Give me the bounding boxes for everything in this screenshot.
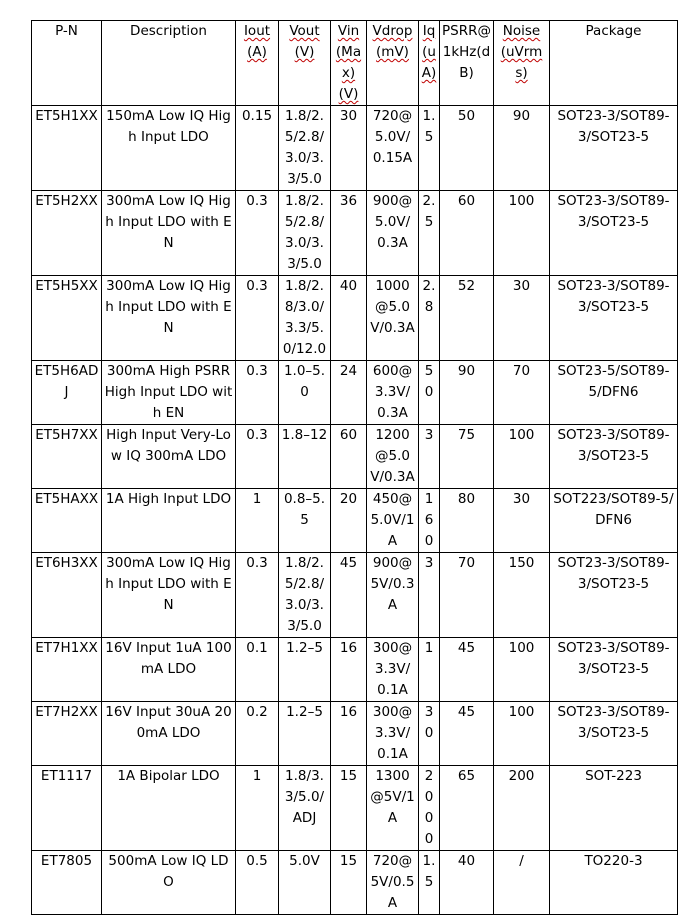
cell-vout: 1.2–5 [279, 638, 331, 702]
cell-vdrop: 450@5.0V/1A [367, 489, 419, 553]
cell-noise: 70 [494, 361, 550, 425]
cell-iout: 0.3 [236, 425, 279, 489]
cell-pn: ET5HAXX [32, 489, 102, 553]
cell-vin: 40 [331, 276, 367, 361]
cell-desc: High Input Very-Low IQ 300mA LDO [102, 425, 236, 489]
cell-iout: 1 [236, 489, 279, 553]
cell-vdrop: 720@5.0V/0.15A [367, 106, 419, 191]
cell-vin: 16 [331, 638, 367, 702]
cell-iout: 0.3 [236, 553, 279, 638]
cell-vout: 5.0V [279, 851, 331, 915]
table-row [32, 276, 678, 361]
cell-pn: ET7H2XX [32, 702, 102, 766]
cell-iout: 0.3 [236, 191, 279, 276]
cell-pn: ET5H2XX [32, 191, 102, 276]
cell-noise: 100 [494, 191, 550, 276]
cell-psrr: 45 [440, 638, 494, 702]
cell-iq: 2.5 [419, 191, 440, 276]
cell-vout: 1.8/2.5/2.8/3.0/3.3/5.0 [279, 191, 331, 276]
cell-iout: 0.1 [236, 638, 279, 702]
cell-noise: 150 [494, 553, 550, 638]
header-vdrop: Vdrop(mV) [367, 21, 419, 106]
cell-pkg: SOT23-3/SOT89-3/SOT23-5 [550, 191, 678, 276]
cell-vin: 60 [331, 425, 367, 489]
cell-vin: 15 [331, 851, 367, 915]
cell-vin: 15 [331, 766, 367, 851]
cell-psrr: 70 [440, 553, 494, 638]
cell-vout: 1.8/2.8/3.0/3.3/5.0/12.0 [279, 276, 331, 361]
cell-iq: 1.5 [419, 106, 440, 191]
cell-psrr: 90 [440, 361, 494, 425]
cell-vout: 0.8–5.5 [279, 489, 331, 553]
cell-vdrop: 1000@5.0V/0.3A [367, 276, 419, 361]
cell-pkg: TO220-3 [550, 851, 678, 915]
cell-vout: 1.2–5 [279, 702, 331, 766]
table-row [32, 702, 678, 766]
header-package: Package [550, 21, 678, 106]
cell-psrr: 40 [440, 851, 494, 915]
cell-desc: 16V Input 1uA 100mA LDO [102, 638, 236, 702]
cell-iout: 0.3 [236, 361, 279, 425]
table-header-row [32, 21, 678, 106]
cell-vin: 36 [331, 191, 367, 276]
table-row [32, 361, 678, 425]
cell-pkg: SOT23-3/SOT89-3/SOT23-5 [550, 702, 678, 766]
cell-vin: 24 [331, 361, 367, 425]
cell-vout: 1.8/3.3/5.0/ADJ [279, 766, 331, 851]
cell-desc: 1A High Input LDO [102, 489, 236, 553]
cell-iout: 0.2 [236, 702, 279, 766]
cell-vin: 20 [331, 489, 367, 553]
cell-pn: ET6H3XX [32, 553, 102, 638]
cell-pkg: SOT23-3/SOT89-3/SOT23-5 [550, 276, 678, 361]
cell-vdrop: 300@3.3V/0.1A [367, 638, 419, 702]
table-row [32, 851, 678, 915]
cell-pkg: SOT23-3/SOT89-3/SOT23-5 [550, 638, 678, 702]
cell-pn: ET7H1XX [32, 638, 102, 702]
header-description: Description [102, 21, 236, 106]
table-row [32, 425, 678, 489]
cell-iout: 0.5 [236, 851, 279, 915]
cell-vdrop: 720@5V/0.5A [367, 851, 419, 915]
table-row [32, 766, 678, 851]
cell-desc: 500mA Low IQ LDO [102, 851, 236, 915]
header-noise: Noise(uVrms) [494, 21, 550, 106]
cell-vout: 1.8/2.5/2.8/3.0/3.3/5.0 [279, 106, 331, 191]
cell-vin: 30 [331, 106, 367, 191]
cell-vout: 1.8/2.5/2.8/3.0/3.3/5.0 [279, 553, 331, 638]
cell-iout: 0.3 [236, 276, 279, 361]
cell-pn: ET1117 [32, 766, 102, 851]
cell-psrr: 80 [440, 489, 494, 553]
cell-noise: / [494, 851, 550, 915]
cell-iq: 30 [419, 702, 440, 766]
cell-noise: 30 [494, 276, 550, 361]
cell-psrr: 50 [440, 106, 494, 191]
cell-iq: 1 [419, 638, 440, 702]
cell-vdrop: 1200@5.0V/0.3A [367, 425, 419, 489]
cell-noise: 100 [494, 638, 550, 702]
cell-iq: 3 [419, 425, 440, 489]
cell-noise: 100 [494, 425, 550, 489]
cell-desc: 300mA Low IQ High Input LDO with EN [102, 553, 236, 638]
cell-vdrop: 300@3.3V/0.1A [367, 702, 419, 766]
cell-desc: 300mA High PSRR High Input LDO with EN [102, 361, 236, 425]
cell-psrr: 45 [440, 702, 494, 766]
ldo-spec-table [31, 20, 678, 915]
cell-pkg: SOT23-3/SOT89-3/SOT23-5 [550, 425, 678, 489]
cell-noise: 90 [494, 106, 550, 191]
cell-iq: 2.8 [419, 276, 440, 361]
cell-pn: ET7805 [32, 851, 102, 915]
cell-vout: 1.8–12 [279, 425, 331, 489]
table-row [32, 638, 678, 702]
header-pn: P-N [32, 21, 102, 106]
cell-pn: ET5H7XX [32, 425, 102, 489]
cell-pn: ET5H1XX [32, 106, 102, 191]
cell-desc: 150mA Low IQ High Input LDO [102, 106, 236, 191]
cell-noise: 100 [494, 702, 550, 766]
cell-desc: 300mA Low IQ High Input LDO with EN [102, 191, 236, 276]
cell-iq: 50 [419, 361, 440, 425]
cell-desc: 16V Input 30uA 200mA LDO [102, 702, 236, 766]
cell-psrr: 60 [440, 191, 494, 276]
cell-desc: 300mA Low IQ High Input LDO with EN [102, 276, 236, 361]
cell-vdrop: 900@5.0V/0.3A [367, 191, 419, 276]
cell-iq: 1.5 [419, 851, 440, 915]
header-iout: Iout(A) [236, 21, 279, 106]
cell-psrr: 52 [440, 276, 494, 361]
cell-noise: 200 [494, 766, 550, 851]
cell-vdrop: 900@5V/0.3A [367, 553, 419, 638]
table-row [32, 553, 678, 638]
cell-iq: 3 [419, 553, 440, 638]
cell-pkg: SOT23-3/SOT89-3/SOT23-5 [550, 106, 678, 191]
header-psrr: PSRR@1kHz(dB) [440, 21, 494, 106]
cell-desc: 1A Bipolar LDO [102, 766, 236, 851]
cell-pn: ET5H5XX [32, 276, 102, 361]
table-row [32, 489, 678, 553]
cell-noise: 30 [494, 489, 550, 553]
cell-iq: 160 [419, 489, 440, 553]
cell-pkg: SOT223/SOT89-5/DFN6 [550, 489, 678, 553]
table-row [32, 106, 678, 191]
cell-psrr: 75 [440, 425, 494, 489]
cell-psrr: 65 [440, 766, 494, 851]
cell-pn: ET5H6ADJ [32, 361, 102, 425]
cell-iout: 0.15 [236, 106, 279, 191]
cell-vin: 45 [331, 553, 367, 638]
cell-pkg: SOT-223 [550, 766, 678, 851]
cell-vin: 16 [331, 702, 367, 766]
cell-iout: 1 [236, 766, 279, 851]
cell-vdrop: 1300@5V/1A [367, 766, 419, 851]
cell-pkg: SOT23-5/SOT89-5/DFN6 [550, 361, 678, 425]
cell-vdrop: 600@3.3V/0.3A [367, 361, 419, 425]
header-vin: Vin(Max)(V) [331, 21, 367, 106]
header-vout: Vout(V) [279, 21, 331, 106]
cell-vout: 1.0–5.0 [279, 361, 331, 425]
table-row [32, 191, 678, 276]
header-iq: Iq(uA) [419, 21, 440, 106]
cell-pkg: SOT23-3/SOT89-3/SOT23-5 [550, 553, 678, 638]
cell-iq: 2000 [419, 766, 440, 851]
